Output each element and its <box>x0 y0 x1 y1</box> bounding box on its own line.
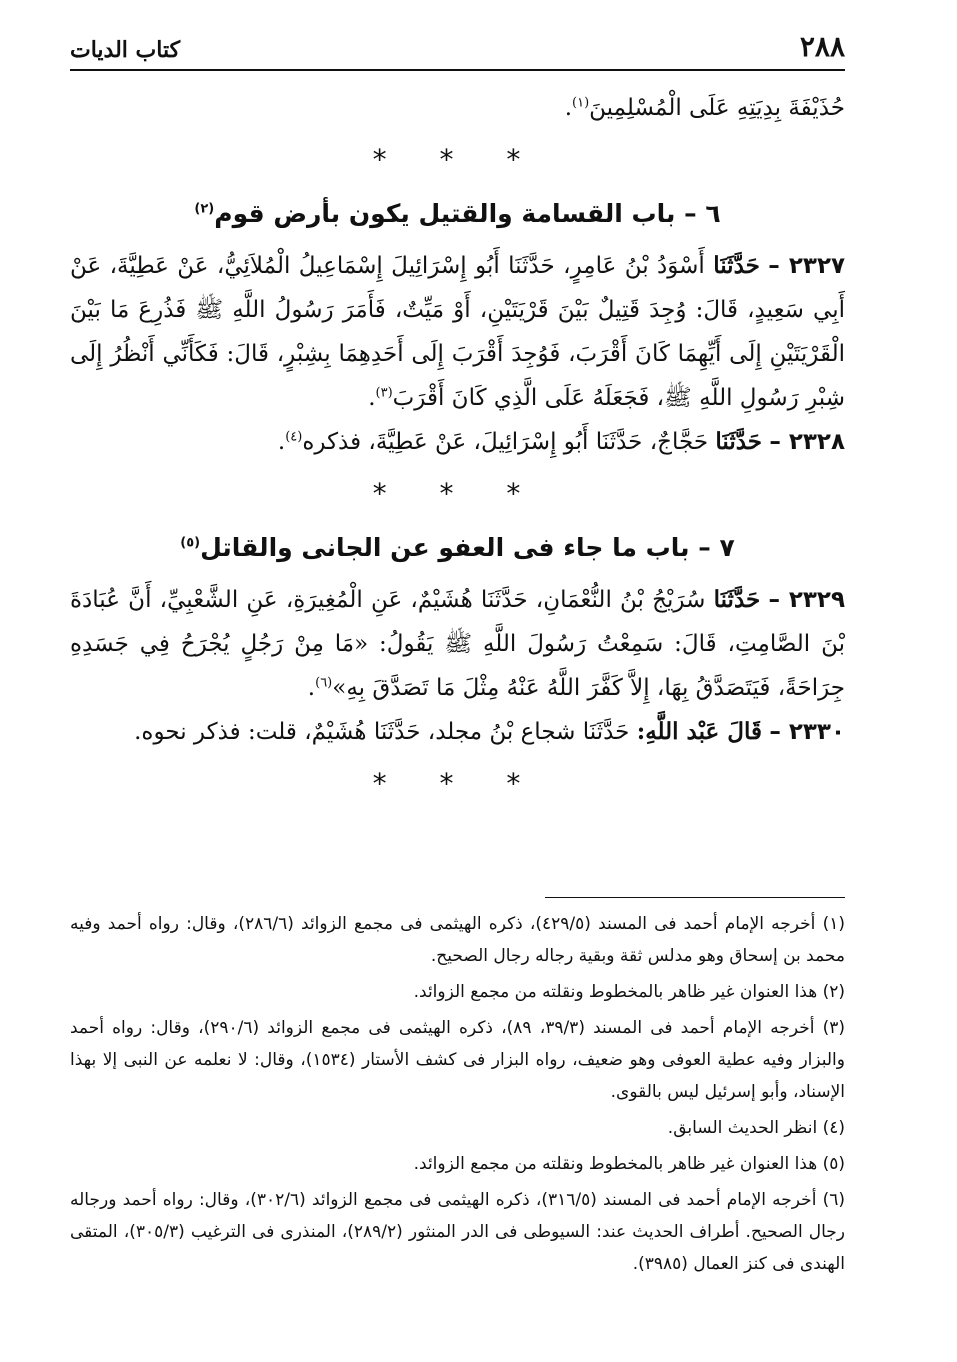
hadith-text: حَجَّاجٌ، حَدَّثَنَا أَبُو إِسْرَائِيلَ، عَنْ عَطِيَّةَ، فذكره <box>302 429 709 455</box>
chapter-heading-7 <box>70 526 845 570</box>
hadith-number: ٢٣٣٠ – <box>769 719 845 745</box>
hadith-2329: ٢٣٢٩ – حَدَّثَنَا سُرَيْجُ بْنُ النُّعْمَانِ، حَدَّثَنَا هُشَيْمٌ، عَنِ الْمُغِيرَةِ، عَنِ الشَّعْبِيِّ، أَنَّ عُبَادَةَ بْنَ الصَّامِتِ، قَالَ: سَمِعْتُ رَسُولَ اللَّهِ ﷺ يَقُولُ: «مَا مِنْ رَجُلٍ يُجْرَحُ فِي جَسَدِهِ جِرَاحَةً، فَيَتَصَدَّقُ بِهَا، إِلاَّ كَفَّرَ اللَّهُ عَنْهُ مِثْلَ مَا تَصَدَّقَ بِهِ»$^{(٦)}$. <box>70 586 846 701</box>
page-header <box>70 30 845 71</box>
section-divider: * * * <box>372 143 543 176</box>
continuation-text: حُذَيْفَةَ بِدِيَتِهِ عَلَى الْمُسْلِمِينَ <box>589 95 845 121</box>
hadith-text: حَدَّثَنَا شجاع بْنُ مجلد، حَدَّثَنَا هُشَيْمٌ، قلت: فذكر نحوه. <box>134 719 630 745</box>
section-divider: * * * <box>372 767 543 800</box>
footnote-5: (٥) هذا العنوان غير ظاهر بالمخطوط ونقلته من مجمع الزوائد. <box>413 1154 845 1174</box>
hadith-opening: حَدَّثَنَا <box>713 586 761 613</box>
footnote-2: (٢) هذا العنوان غير ظاهر بالمخطوط ونقلته من مجمع الزوائد. <box>413 982 845 1002</box>
hadith-opening: حَدَّثَنَا <box>715 428 763 455</box>
hadith-text: أَسْوَدُ بْنُ عَامِرٍ، حَدَّثَنَا أَبُو إِسْرَائِيلَ إِسْمَاعِيلُ الْمُلاَئِيُّ، عَنْ عَطِيَّةَ، عَنْ أَبِي سَعِيدٍ، قَالَ: وُجِدَ قَتِيلٌ بَيْنَ قَرْيَتَيْنِ، أَوْ مَيِّتٌ، فَأَمَرَ رَسُولُ اللَّهِ ﷺ فَذُرِعَ مَا بَيْنَ الْقَرْيَتَيْنِ إِلَى أَيِّهِمَا كَانَ أَقْرَبَ، فَوُجِدَ أَقْرَبَ إِلَى أَحَدِهِمَا بِشِبْرٍ، قَالَ: فَكَأَنِّي أَنْظُرُ إِلَى شِبْرِ رَسُولِ اللَّهِ ﷺ، فَجَعَلَهُ عَلَى الَّذِي كَانَ أَقْرَبَ <box>70 253 845 411</box>
page-number: ٢٨٨ <box>799 30 845 63</box>
footnote-ref-5: (٥) <box>180 535 201 551</box>
hadith-number: ٢٣٢٩ – <box>768 587 846 613</box>
hadith-opening: حَدَّثَنَا <box>713 252 760 279</box>
footnote-3: (٣) أخرجه الإمام أحمد فى المسند (٣٩/٣، ٨٩)، ذكره الهيثمى فى مجمع الزوائد (٢٩٠/٦)، وقال: رواه أحمد والبزار وفيه عطية العوفى وهو ضعيف، رواه البزار فى كشف الأستار (١٥٣٤)، وقال: لا نعلمه عن النبى إلا بهذا الإسناد، وأبو إسرئيل ليس بالقوى. <box>70 1018 845 1102</box>
footnote-ref-1: (١) <box>572 95 590 111</box>
footnote-ref-2: (٢) <box>194 201 215 217</box>
footnote-6: (٦) أخرجه الإمام أحمد فى المسند (٣١٦/٥)، ذكره الهيثمى فى مجمع الزوائد (٣٠٢/٦)، وقال: رواه أحمد ورجاله رجال الصحيح. أطراف الحديث عند: السيوطى فى الدر المنثور (٢٨٩/٢)، المنذرى فى الترغيب (٣٠٥/٣)، المتقى الهندى فى كنز العمال (٣٩٨٥). <box>70 1190 846 1274</box>
chapter-title: ٧ – باب ما جاء فى العفو عن الجانى والقاتل <box>200 533 735 562</box>
hadith-text: سُرَيْجُ بْنُ النُّعْمَانِ، حَدَّثَنَا هُشَيْمٌ، عَنِ الْمُغِيرَةِ، عَنِ الشَّعْبِيِّ، أَنَّ عُبَادَةَ بْنَ الصَّامِتِ، قَالَ: سَمِعْتُ رَسُولَ اللَّهِ ﷺ يَقُولُ: «مَا مِنْ رَجُلٍ يُجْرَحُ فِي جَسَدِهِ جِرَاحَةً، فَيَتَصَدَّقُ بِهَا، إِلاَّ كَفَّرَ اللَّهُ عَنْهُ مِثْلَ مَا تَصَدَّقَ بِهِ» <box>70 587 845 701</box>
chapter-title: ٦ – باب القسامة والقتيل يكون بأرض قوم <box>214 199 721 228</box>
hadith-2327: ٢٣٢٧ – حَدَّثَنَا أَسْوَدُ بْنُ عَامِرٍ، حَدَّثَنَا أَبُو إِسْرَائِيلَ إِسْمَاعِيلُ الْمُلاَئِيُّ، عَنْ عَطِيَّةَ، عَنْ أَبِي سَعِيدٍ، قَالَ: وُجِدَ قَتِيلٌ بَيْنَ قَرْيَتَيْنِ، أَوْ مَيِّتٌ، فَأَمَرَ رَسُولُ اللَّهِ ﷺ فَذُرِعَ مَا بَيْنَ الْقَرْيَتَيْنِ إِلَى أَيِّهِمَا كَانَ أَقْرَبَ، فَوُجِدَ أَقْرَبَ إِلَى أَحَدِهِمَا بِشِبْرٍ، قَالَ: فَكَأَنِّي أَنْظُرُ إِلَى شِبْرِ رَسُولِ اللَّهِ ﷺ، فَجَعَلَهُ عَلَى الَّذِي كَانَ أَقْرَبَ$^{(٣)}$. <box>70 252 846 411</box>
footnote-ref-4: (٤) <box>285 429 303 445</box>
hadith-opening: قَالَ عَبْد اللَّهِ: <box>636 718 763 745</box>
chapter-heading-6 <box>70 192 845 236</box>
footnote-ref-6: (٦) <box>315 675 333 691</box>
main-text <box>70 86 845 816</box>
footnotes <box>70 908 845 1284</box>
footnote-1: (١) أخرجه الإمام أحمد فى المسند (٤٢٩/٥)، ذكره الهيثمى فى مجمع الزوائد (٢٨٦/٦)، وقال: رواه أحمد وفيه محمد بن إسحاق وهو مدلس ثقة وبقية رجاله رجال الصحيح. <box>70 914 845 966</box>
footnote-4: (٤) انظر الحديث السابق. <box>667 1118 845 1138</box>
section-divider: * * * <box>372 477 543 510</box>
footnote-ref-3: (٣) <box>375 385 393 401</box>
hadith-number: ٢٣٢٧ – <box>768 253 846 279</box>
hadith-number: ٢٣٢٨ – <box>769 429 845 455</box>
book-title: كتاب الديات <box>70 37 181 63</box>
hadith-2328: ٢٣٢٨ – حَدَّثَنَا حَجَّاجٌ، حَدَّثَنَا أَبُو إِسْرَائِيلَ، عَنْ عَطِيَّةَ، فذكره$^{(٤)}$. <box>277 428 845 455</box>
footnote-separator <box>545 897 845 898</box>
continuation-line: حُذَيْفَةَ بِدِيَتِهِ عَلَى الْمُسْلِمِينَ$^{(١)}$. <box>564 95 845 121</box>
hadith-2330 <box>70 710 845 754</box>
